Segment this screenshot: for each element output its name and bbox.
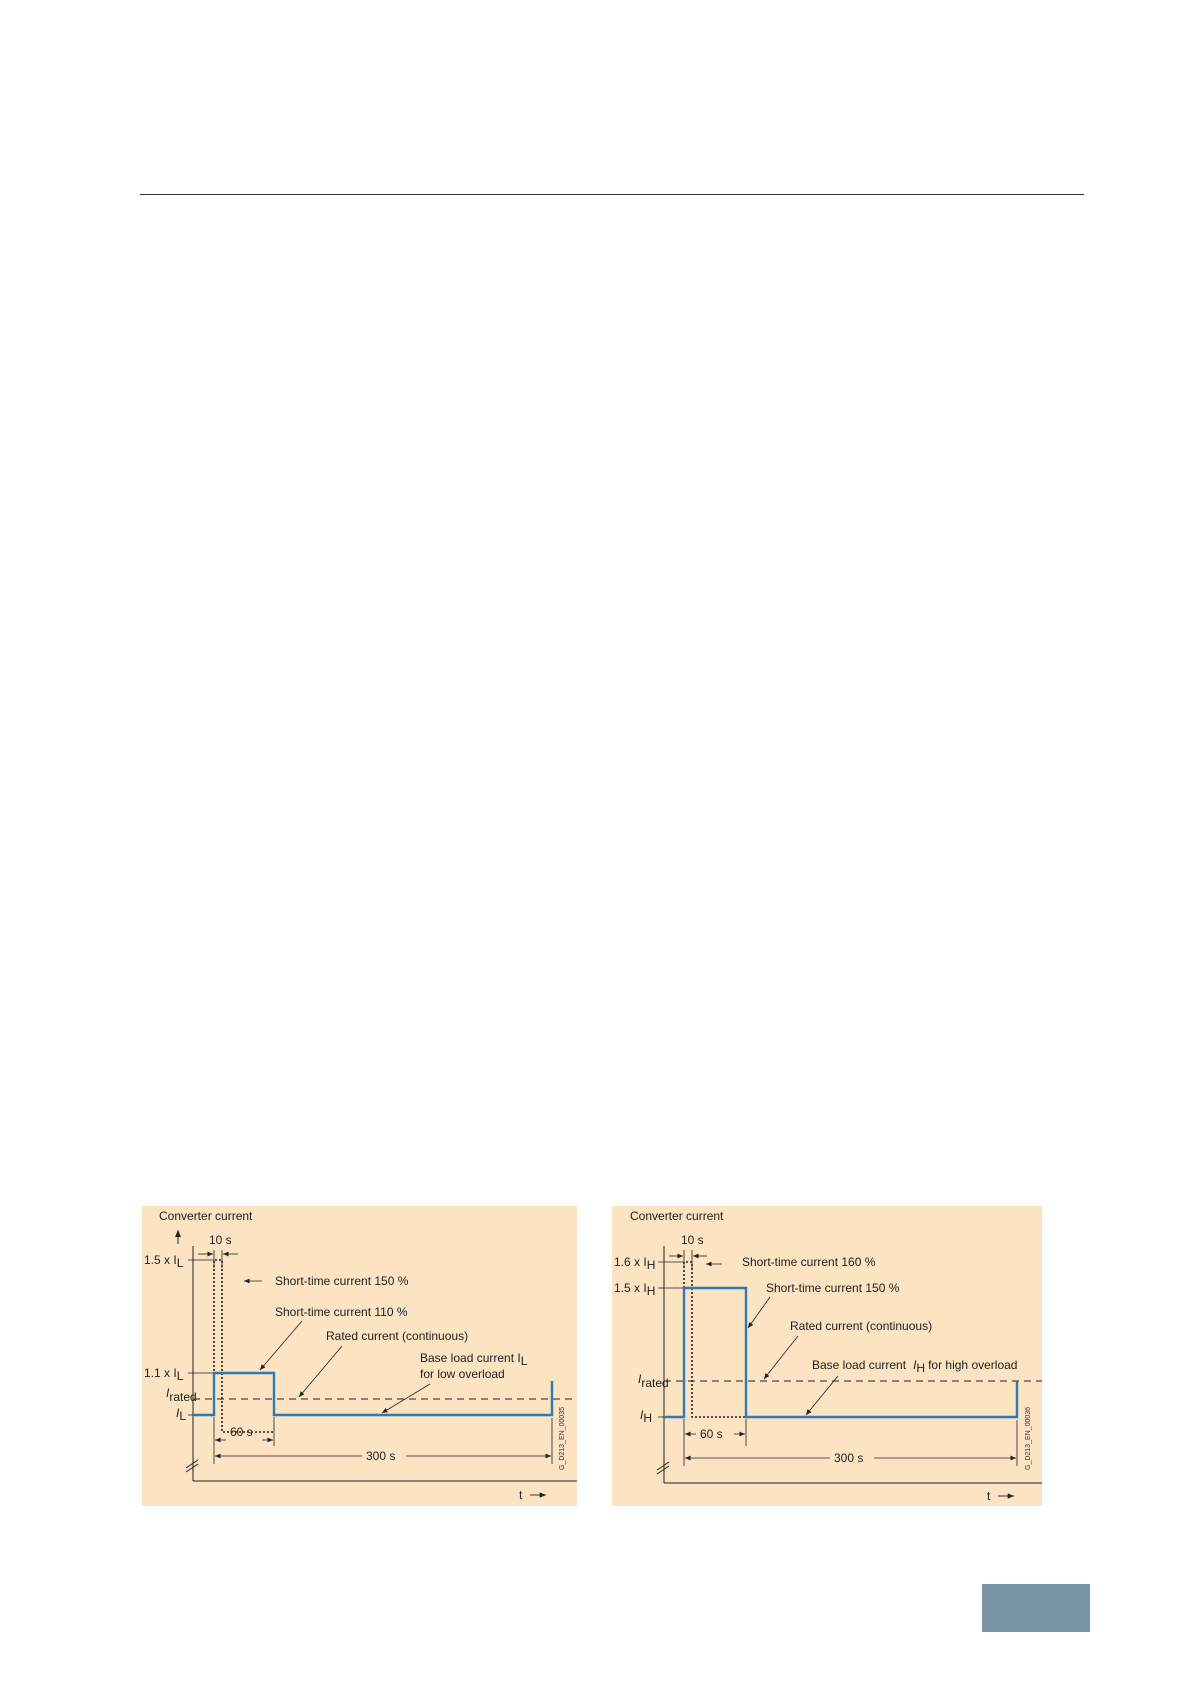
figure-code: G_D213_EN_00036 [1025,1406,1032,1470]
label-1-5-x-ih: 1.5 x IH [614,1281,656,1298]
low-overload-diagram [142,1206,577,1506]
short-time-a-label: Short-time current 150 % [275,1274,409,1288]
label-1-6-x-ih: 1.6 x IH [614,1255,656,1272]
page-tab [982,1584,1090,1632]
label-i-rated: Irated [166,1386,197,1404]
figure-code: G_D213_EN_00035 [559,1406,566,1470]
label-1-5-x-il: 1.5 x IL [144,1253,184,1270]
base-load-label: Base load current IL [420,1351,528,1368]
time-axis-label: t [987,1489,991,1503]
base-load-label-line2: for low overload [420,1367,505,1381]
axis-title: Converter current [159,1209,253,1223]
low-overload-svg [142,1206,577,1506]
short-time-b-label: Short-time current 150 % [766,1281,900,1295]
cycle-label: 300 s [366,1449,396,1463]
time-axis-label: t [519,1488,523,1502]
rated-current-label: Rated current (continuous) [790,1319,933,1333]
ten-s-label: 10 s [209,1233,232,1247]
diagram-background [612,1206,1042,1506]
cycle-label: 300 s [834,1451,864,1465]
label-ih: IH [640,1408,653,1425]
label-i-rated: Irated [638,1372,669,1390]
label-1-1-x-il: 1.1 x IL [144,1366,184,1383]
sixty-s-label: 60 s [700,1427,723,1441]
short-time-b-label: Short-time current 110 % [275,1305,408,1319]
axis-title: Converter current [630,1209,724,1223]
rated-current-label: Rated current (continuous) [326,1329,469,1343]
short-time-a-label: Short-time current 160 % [742,1255,876,1269]
label-il: IL [176,1406,187,1423]
sixty-s-label: 60 s [230,1425,253,1439]
high-overload-diagram [612,1206,1042,1506]
ten-s-label: 10 s [681,1233,704,1247]
high-overload-svg [612,1206,1042,1506]
base-load-label: Base load current IH for high overload [812,1358,1018,1375]
header-rule [140,194,1084,195]
